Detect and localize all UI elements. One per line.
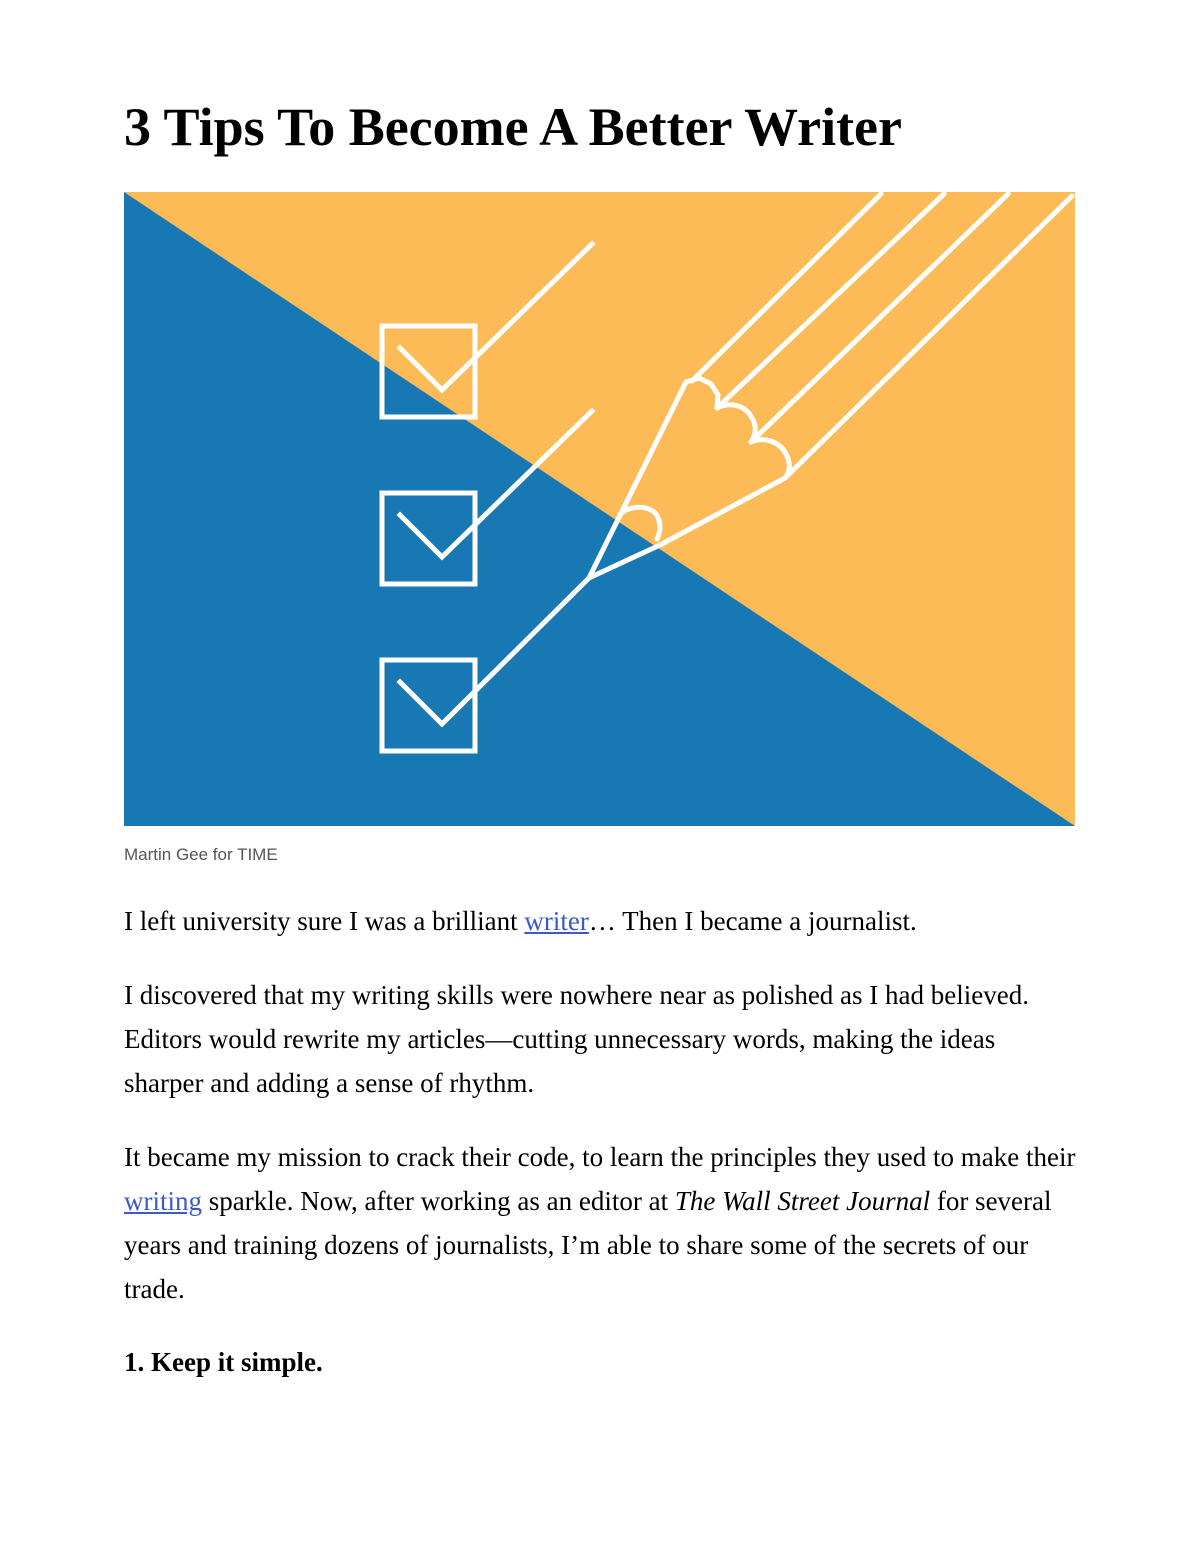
- publication-name: The Wall Street Journal: [674, 1186, 931, 1216]
- p1-text-before: I left university sure I was a brilliant: [124, 906, 525, 936]
- tip-1-heading: 1. Keep it simple.: [124, 1347, 323, 1377]
- image-caption: Martin Gee for TIME: [124, 845, 278, 864]
- p3-text-after: for several years and training dozens of journalists, I’m able to share some of the secrets of our trade.: [124, 1186, 1052, 1304]
- writer-link[interactable]: writer: [524, 906, 589, 936]
- article-title: 3 Tips To Become A Better Writer: [124, 97, 902, 157]
- paragraph-intro: [124, 899, 1076, 943]
- paragraph-mission: [124, 1135, 1076, 1311]
- p3-text-middle: sparkle. Now, after working as an editor at: [202, 1186, 675, 1216]
- writing-link[interactable]: writing: [124, 1186, 202, 1216]
- p1-text-after: … Then I became a journalist.: [588, 906, 917, 936]
- paragraph-discovery: I discovered that my writing skills were nowhere near as polished as I had believed. Editors would rewrite my articles—cutting unnecessary words, making the ideas sharper and adding a sense of rhythm.: [124, 980, 1029, 1098]
- p3-text-before: It became my mission to crack their code, to learn the principles they used to make their: [124, 1142, 1076, 1172]
- hero-illustration: [124, 192, 1075, 826]
